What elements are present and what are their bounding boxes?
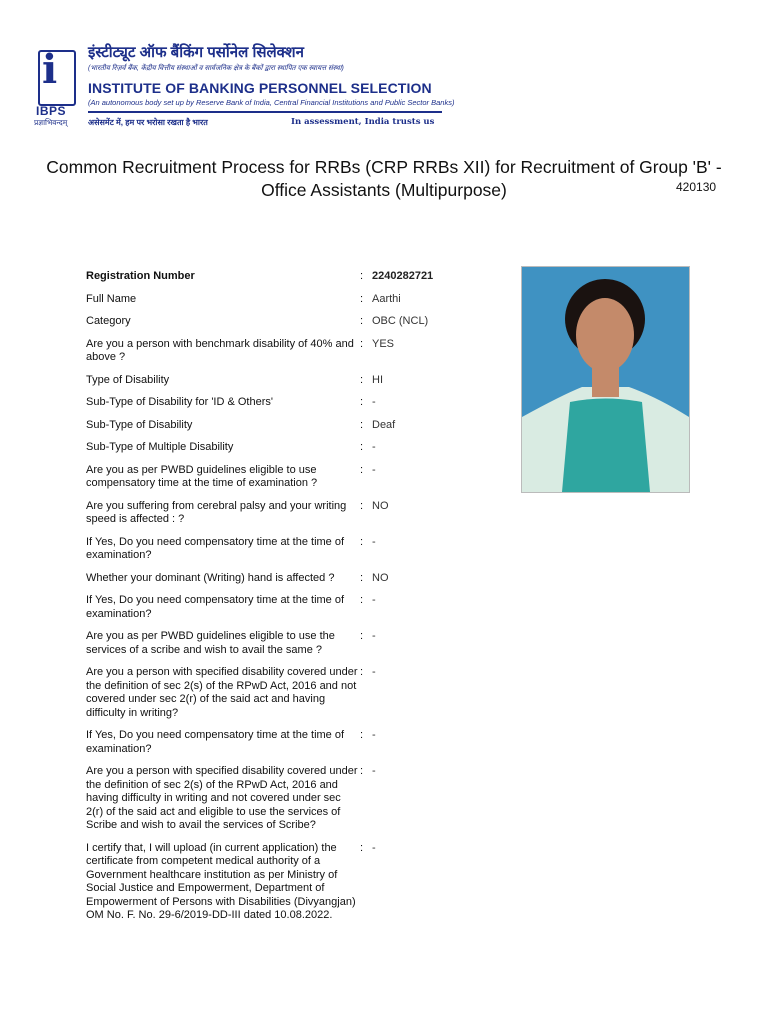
detail-row (86, 396, 486, 410)
detail-value: NO (372, 499, 389, 512)
detail-row (86, 842, 486, 923)
detail-value: - (372, 463, 376, 476)
detail-label: Are you as per PWBD guidelines eligible to use the services of a scribe and wish to avail the same ? (86, 630, 335, 656)
detail-value: OBC (NCL) (372, 315, 429, 327)
detail-row (86, 572, 486, 586)
detail-separator: : (360, 270, 364, 282)
detail-separator: : (360, 571, 364, 584)
ibps-header (34, 42, 455, 134)
detail-row (86, 419, 486, 433)
detail-label: Are you a person with benchmark disability of 40% and above ? (86, 337, 354, 363)
header-tagline-english: In assessment, India trusts us (291, 117, 435, 127)
detail-separator: : (360, 499, 364, 512)
detail-row (86, 270, 486, 284)
detail-value: - (372, 594, 376, 606)
photo-face (576, 298, 634, 372)
detail-separator: : (360, 841, 364, 854)
detail-separator: : (360, 630, 364, 642)
detail-value: - (372, 729, 376, 741)
detail-value: - (372, 630, 376, 642)
detail-row (86, 630, 486, 657)
detail-row (86, 666, 486, 720)
detail-separator: : (360, 463, 364, 476)
document-title-line2: Office Assistants (Multipurpose) (261, 180, 507, 200)
document-title-line1: Common Recruitment Process for RRBs (CRP RRBs XII) for Recruitment of Group 'B' - (46, 157, 722, 177)
detail-row (86, 293, 486, 307)
detail-label: Are you as per PWBD guidelines eligible to use compensatory time at the time of examination ? (86, 463, 318, 489)
detail-separator: : (360, 292, 364, 305)
detail-row (86, 536, 486, 563)
detail-value: - (372, 396, 376, 408)
logo-abbr: IBPS (36, 104, 67, 118)
document-code: 420130 (676, 180, 717, 194)
detail-separator: : (360, 337, 364, 350)
detail-label: Sub-Type of Disability (86, 418, 193, 431)
detail-separator: : (360, 418, 364, 431)
detail-value: HI (372, 373, 383, 386)
detail-row (86, 765, 486, 833)
detail-value: Deaf (372, 418, 396, 431)
detail-separator: : (360, 729, 364, 741)
candidate-photo-svg (522, 267, 689, 492)
header-hindi-title: इंस्टीट्यूट ऑफ बैंकिंग पर्सोनेल सिलेक्शन (88, 44, 304, 61)
detail-row (86, 500, 486, 527)
detail-label: Are you a person with specified disability covered under the definition of sec 2(s) of the RPwD Act, 2016 and having difficulty in writing and not covered under sec 2(r) of the said act and eligible to use the services of Scribe and wish to avail the services of Scribe? (86, 765, 358, 831)
detail-row (86, 374, 486, 388)
detail-separator: : (360, 535, 364, 548)
ibps-logo-icon (36, 42, 80, 132)
detail-label: Sub-Type of Disability for 'ID & Others' (86, 396, 273, 408)
detail-separator: : (360, 666, 364, 678)
detail-value: - (372, 765, 376, 777)
detail-value: NO (372, 571, 389, 584)
photo-top (562, 399, 650, 493)
detail-label: Category (86, 315, 131, 327)
candidate-photo (521, 266, 690, 493)
detail-value: - (372, 441, 376, 453)
header-english-title: INSTITUTE OF BANKING PERSONNEL SELECTION (88, 80, 432, 96)
detail-separator: : (360, 765, 364, 777)
detail-label: Are you a person with specified disability covered under the definition of sec 2(s) of the RPwD Act, 2016 and not covered under sec 2(r) of the said act and having difficulty in writing? (86, 666, 358, 719)
header-english-subtitle: (An autonomous body set up by Reserve Bank of India, Central Financial Institutions and Public Sector Banks) (88, 98, 455, 107)
detail-value: YES (372, 337, 395, 350)
detail-separator: : (360, 373, 364, 386)
detail-label: Whether your dominant (Writing) hand is affected ? (86, 571, 335, 584)
detail-value: - (372, 841, 376, 854)
header-tagline-hindi: असेसमेंट में, हम पर भरोसा रखता है भारत (88, 118, 208, 127)
detail-label: If Yes, Do you need compensatory time at the time of examination? (86, 594, 345, 620)
detail-label: Full Name (86, 292, 137, 305)
detail-value: Aarthi (372, 292, 401, 305)
logo-mark: i (42, 46, 58, 93)
detail-row (86, 338, 486, 365)
detail-row (86, 441, 486, 455)
detail-value: - (372, 535, 376, 548)
detail-label: Type of Disability (86, 373, 170, 386)
detail-label: Are you suffering from cerebral palsy and your writing speed is affected : ? (86, 499, 347, 525)
detail-value: 2240282721 (372, 270, 434, 282)
detail-separator: : (360, 315, 364, 327)
detail-row (86, 594, 486, 621)
detail-label: If Yes, Do you need compensatory time at the time of examination? (86, 729, 345, 755)
document-title (40, 156, 728, 202)
detail-label: Registration Number (86, 270, 195, 282)
detail-label: Sub-Type of Multiple Disability (86, 441, 234, 453)
detail-label: If Yes, Do you need compensatory time at the time of examination? (86, 535, 345, 561)
detail-separator: : (360, 396, 364, 408)
header-divider (88, 111, 442, 113)
header-hindi-subtitle: (भारतीय रिज़र्व बैंक, केंद्रीय वित्तीय संस्थाओं व सार्वजनिक क्षेत्र के बैंकों द्वारा स्थापित एक स्वायत्त संस्था) (88, 65, 344, 72)
detail-row (86, 729, 486, 756)
detail-row (86, 464, 486, 491)
detail-row (86, 315, 486, 329)
detail-separator: : (360, 441, 364, 453)
detail-value: - (372, 666, 376, 678)
logo-hindi-motto: प्रज्ञाभिवन्दम् (34, 118, 68, 127)
detail-label: I certify that, I will upload (in current application) the certificate from competent medical authority of a Government healthcare institution as per Ministry of Social Justice and Empowerment, Department of Empowerment of Persons with Disabilities (Divyangjan) OM No. F. No. 29-6/2019-DD-III dated 10.08.2022. (86, 841, 356, 921)
detail-separator: : (360, 594, 364, 606)
details-list (86, 270, 486, 932)
